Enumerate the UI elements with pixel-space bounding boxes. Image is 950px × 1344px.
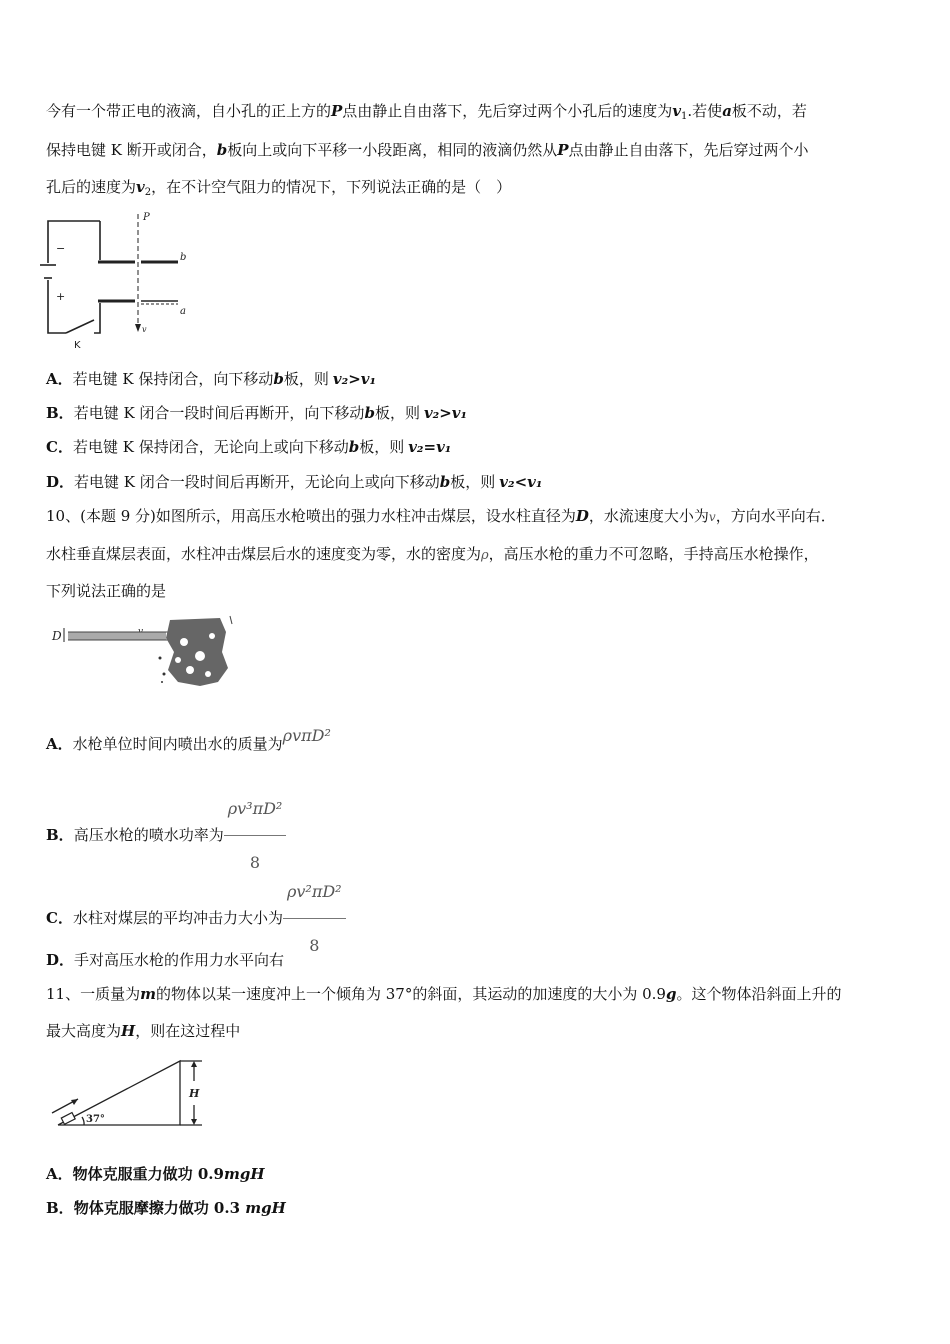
option-text: 板，则 <box>283 370 329 388</box>
option-var: b <box>439 473 451 491</box>
q10-text: 下列说法正确的是 <box>46 582 167 600</box>
q9-text: 孔后的速度为 <box>46 178 137 196</box>
q10-text: ，水流速度大小为 <box>588 507 709 525</box>
label-K: K <box>74 340 81 350</box>
q9-text: 板向上或向下平移一小段距离，相同的液滴仍然从 <box>227 141 558 159</box>
label-b: b <box>180 252 187 263</box>
q10-text: ，方向水平向右． <box>715 507 836 525</box>
option-relation: v₂>v₁ <box>423 404 468 422</box>
option-text: 水枪单位时间内喷出水的质量为 <box>72 735 283 753</box>
q11-line-1 <box>46 984 841 1004</box>
option-relation: v₂>v₁ <box>332 370 377 388</box>
q10-var-rho: ρ <box>481 548 489 563</box>
coal-layer <box>159 618 229 686</box>
option-label: A． <box>46 1165 73 1183</box>
option-relation: v₂<v₁ <box>499 473 543 491</box>
option-label: D． <box>46 473 75 491</box>
q9-sub: 1 <box>681 111 688 122</box>
option-label: C． <box>46 438 73 456</box>
q9-option-D <box>46 472 542 492</box>
option-var: b <box>364 404 375 422</box>
q11-text: 11、一质量为 <box>46 985 141 1003</box>
label-H: H <box>189 1087 200 1100</box>
option-text: 板，则 <box>450 473 496 491</box>
q9-var-P: P <box>331 102 343 120</box>
q10-line-3 <box>46 581 166 601</box>
q9-text: .若使 <box>687 102 723 120</box>
q10-var-v: v <box>708 510 716 524</box>
q9-var-v: v <box>136 178 145 196</box>
incline-figure <box>44 1055 214 1133</box>
option-text: 板，则 <box>374 404 420 422</box>
q9-option-A <box>46 369 376 389</box>
option-var: mgH <box>245 1199 286 1217</box>
q9-line-2 <box>46 140 809 160</box>
label-minus: − <box>56 242 66 255</box>
option-text: 高压水枪的喷水功率为 <box>73 826 224 844</box>
option-var: b <box>348 438 360 456</box>
q11-var-g: g <box>665 985 677 1003</box>
q9-text: 今有一个带正电的液滴，自小孔的正上方的 <box>46 102 332 120</box>
q10-line-1 <box>46 506 836 527</box>
option-label: C． <box>46 909 73 927</box>
q10-text: ，高压水枪的重力不可忽略，手持高压水枪操作， <box>488 545 819 563</box>
label-a: a <box>180 306 186 317</box>
option-label: D． <box>46 951 75 969</box>
q11-text: 的物体以某一速度冲上一个倾角为 37°的斜面，其运动的加速度的大小为 0.9 <box>155 985 666 1003</box>
fraction-numerator: ρv²πD² <box>283 868 346 919</box>
q11-text: ，则在这过程中 <box>135 1022 241 1040</box>
fraction-denominator: 8 <box>249 853 261 872</box>
q11-var-m: m <box>140 985 156 1003</box>
q9-text: 点由静止自由落下，先后穿过两个小 <box>568 141 809 159</box>
q9-var-b: b <box>216 141 228 159</box>
q10-line-2 <box>46 544 819 566</box>
q11-option-B <box>46 1198 286 1218</box>
arrow-down-icon <box>135 324 141 332</box>
q9-text: 点由静止自由落下，先后穿过两个小孔后的速度为 <box>342 102 673 120</box>
label-angle: 37° <box>86 1114 105 1125</box>
option-relation: v₂=v₁ <box>408 438 452 456</box>
option-text: 板，则 <box>359 438 405 456</box>
q10-option-D <box>46 950 284 970</box>
q10-var-D: D <box>575 507 589 525</box>
option-text: 物体克服摩擦力做功 0.3 <box>73 1199 246 1217</box>
fraction-denominator: 8 <box>309 936 320 955</box>
option-text: 若电键 K 保持闭合，向下移动 <box>72 370 274 388</box>
formula-mass-rate: ρvπD² <box>282 726 331 745</box>
label-D: D <box>52 629 62 643</box>
capacitor-circuit-figure <box>40 208 200 350</box>
q11-text: 最大高度为 <box>46 1022 122 1040</box>
q11-line-2 <box>46 1021 240 1041</box>
q9-var-v: v <box>672 102 682 120</box>
arrow-up-icon <box>191 1061 197 1067</box>
q11-var-H: H <box>121 1022 136 1040</box>
option-text: 若电键 K 闭合一段时间后再断开，向下移动 <box>73 404 365 422</box>
q10-text: 10、(本题 9 分)如图所示，用高压水枪喷出的强力水柱冲击煤层，设水柱直径为 <box>46 507 576 525</box>
q11-text: 。这个物体沿斜面上升的 <box>676 985 842 1003</box>
option-text: 若电键 K 保持闭合，无论向上或向下移动 <box>72 438 349 456</box>
option-label: A． <box>46 735 73 753</box>
formula-force <box>283 868 346 970</box>
label-P: P <box>143 212 150 223</box>
q9-var-P: P <box>557 141 569 159</box>
water-jet-figure <box>50 612 240 696</box>
option-label: A． <box>46 370 73 388</box>
q9-text: ，在不计空气阻力的情况下，下列说法正确的是（ ） <box>151 178 512 196</box>
q9-option-B <box>46 403 467 423</box>
option-label: B． <box>46 1199 74 1217</box>
q9-line-3 <box>46 177 511 203</box>
q9-option-C <box>46 437 451 457</box>
q10-option-A <box>46 726 331 754</box>
q9-var-a: a <box>722 102 732 120</box>
option-text: 物体克服重力做功 0.9 <box>72 1165 224 1183</box>
label-v: v <box>142 325 147 334</box>
q10-text: 水柱垂直煤层表面，水柱冲击煤层后水的速度变为零，水的密度为 <box>46 545 482 563</box>
q9-line-1 <box>46 101 807 127</box>
option-label: B． <box>46 826 74 844</box>
block <box>61 1113 75 1125</box>
option-text: 手对高压水枪的作用力水平向右 <box>74 951 285 969</box>
q9-text: 保持电键 K 断开或闭合， <box>46 141 217 159</box>
option-label: B． <box>46 404 74 422</box>
option-text: 水柱对煤层的平均冲击力大小为 <box>72 909 283 927</box>
label-plus: + <box>56 290 66 303</box>
option-var: b <box>273 370 284 388</box>
option-text: 若电键 K 闭合一段时间后再断开，无论向上或向下移动 <box>74 473 440 491</box>
q9-sub: 2 <box>144 187 152 198</box>
arrow-down-icon <box>191 1119 197 1125</box>
q9-text: 板不动，若 <box>731 102 807 120</box>
fraction-numerator: ρv³πD² <box>224 785 287 836</box>
q11-option-A <box>46 1164 265 1184</box>
option-var: mgH <box>223 1165 265 1183</box>
